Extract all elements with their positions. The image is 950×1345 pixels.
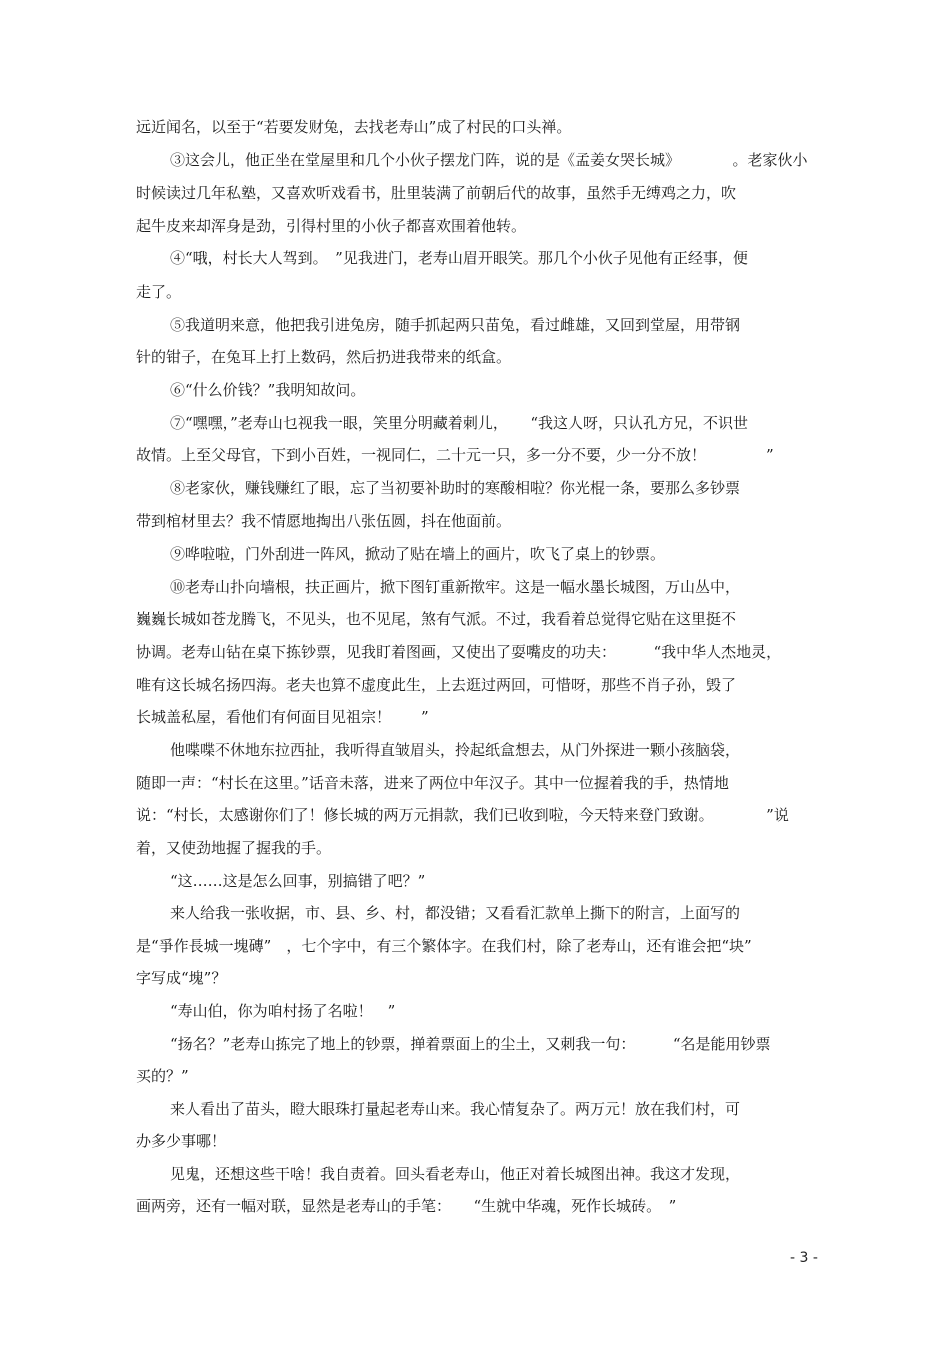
text-line: 长城盖私屋，看他们有何面目见祖宗！ ” <box>136 708 429 726</box>
page-number: - 3 - <box>790 1250 818 1266</box>
text-line: 见鬼，还想这些干啥！我自责着。回头看老寿山，他正对着长城图出神。我这才发现， <box>170 1165 741 1183</box>
text-line: 走了。 <box>136 283 182 301</box>
text-line: 他喋喋不休地东拉西扯，我听得直皱眉头，拎起纸盒想去，从门外探进一颗小孩脑袋， <box>170 741 741 759</box>
text-line: “寿山伯，你为咱村扬了名啦！ ” <box>170 1002 396 1020</box>
text-line: 来人给我一张收据，市、县、乡、村，都没错；又看看汇款单上撕下的附言，上面写的 <box>170 904 741 922</box>
text-line: 远近闻名，以至于“若要发财兔，去找老寿山”成了村民的口头禅。 <box>136 118 572 136</box>
text-line: 来人看出了苗头，瞪大眼珠打量起老寿山来。我心情复杂了。两万元！放在我们村，可 <box>170 1100 741 1118</box>
text-line: 起牛皮来却浑身是劲，引得村里的小伙子都喜欢围着他转。 <box>136 217 527 235</box>
text-line: 随即一声：“村长在这里。”话音未落，进来了两位中年汉子。其中一位握着我的手，热情地 <box>136 774 729 792</box>
text-line: 协调。老寿山钻在桌下拣钞票，见我盯着图画，又使出了耍嘴皮的功夫： “我中华人杰地灵， <box>136 643 782 661</box>
text-line: 是“爭作長城一塊磚” ，七个字中，有三个繁体字。在我们村，除了老寿山，还有谁会把“块” <box>136 937 752 955</box>
text-line: 故情。上至父母官，下到小百姓，一视同仁，二十元一只，多一分不要，少一分不放！ ” <box>136 446 774 464</box>
text-line: 时候读过几年私塾，又喜欢听戏看书，肚里装满了前朝后代的故事，虽然手无缚鸡之力，吹 <box>136 184 737 202</box>
text-line: 唯有这长城名扬四海。老夫也算不虚度此生，上去逛过两回，可惜呀，那些不肖子孙，毁了 <box>136 676 737 694</box>
text-line: “扬名？”老寿山拣完了地上的钞票，掸着票面上的尘土，又刺我一句： “名是能用钞票 <box>170 1035 771 1053</box>
text-line: 办多少事哪！ <box>136 1132 227 1150</box>
text-line: 说：“村长，太感谢你们了！修长城的两万元捐款，我们已收到啦，今天特来登门致谢。 ”说 <box>136 806 789 824</box>
text-line: “这……这是怎么回事，别搞错了吧？” <box>170 872 426 890</box>
text-line: ③这会儿，他正坐在堂屋里和几个小伙子摆龙门阵，说的是《孟姜女哭长城》 。老家伙小 <box>170 151 808 169</box>
text-line: ④“哦，村长大人驾到。 ”见我进门，老寿山眉开眼笑。那几个小伙子见他有正经事，便 <box>170 249 748 267</box>
text-line: ⑨哗啦啦，门外刮进一阵风，掀动了贴在墙上的画片，吹飞了桌上的钞票。 <box>170 545 666 563</box>
text-line: ⑤我道明来意，他把我引进兔房，随手抓起两只苗兔，看过雌雄，又回到堂屋，用带钢 <box>170 316 741 334</box>
text-line: 巍巍长城如苍龙腾飞，不见头，也不见尾，煞有气派。不过，我看着总觉得它贴在这里挺不 <box>136 610 737 628</box>
text-line: 带到棺材里去？我不情愿地掏出八张伍圆，抖在他面前。 <box>136 512 512 530</box>
text-line: ⑩老寿山扑向墙根，扶正画片，掀下图钉重新揿牢。这是一幅水墨长城图，万山丛中， <box>170 578 741 596</box>
text-line: ⑦“嘿嘿，”老寿山乜视我一眼，笑里分明藏着刺儿， “我这人呀，只认孔方兄，不识世 <box>170 414 749 432</box>
text-line: ⑧老家伙，赚钱赚红了眼，忘了当初要补助时的寒酸相啦？你光棍一条，要那么多钞票 <box>170 479 741 497</box>
text-line: 着，又使劲地握了握我的手。 <box>136 839 332 857</box>
text-line: 字写成“塊”？ <box>136 969 227 987</box>
text-line: 画两旁，还有一幅对联，显然是老寿山的手笔： “生就中华魂，死作长城砖。 ” <box>136 1197 677 1215</box>
text-line: 针的钳子，在兔耳上打上数码，然后扔进我带来的纸盒。 <box>136 348 512 366</box>
text-line: ⑥“什么价钱？”我明知故问。 <box>170 381 366 399</box>
text-line: 买的？” <box>136 1067 189 1085</box>
